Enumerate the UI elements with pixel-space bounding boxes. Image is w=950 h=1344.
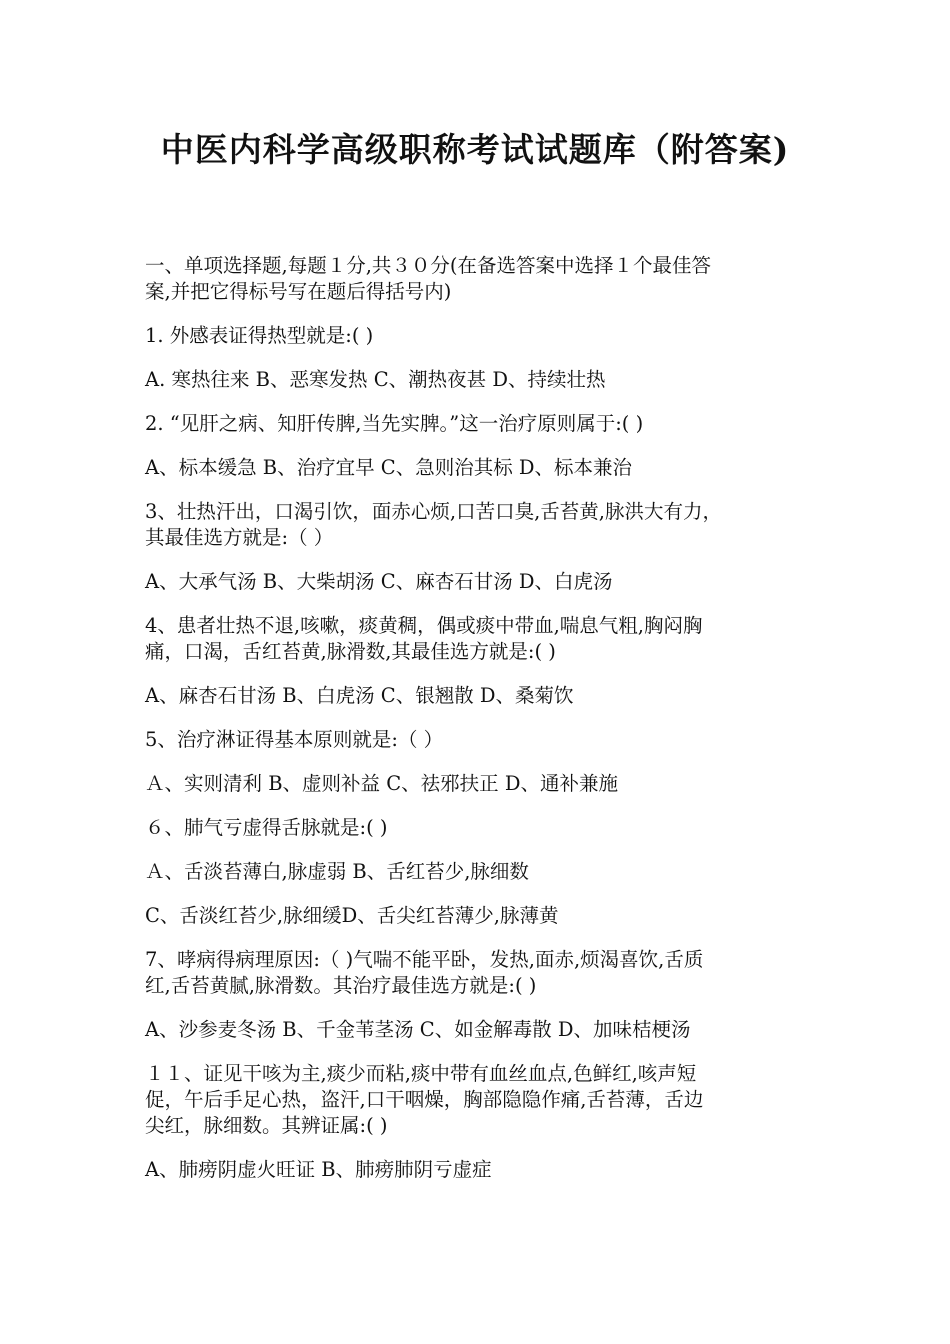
question-options: C、舌淡红苔少,脉细缓D、舌尖红苔薄少,脉薄黄: [145, 904, 559, 927]
question-stem: 其最佳选方就是:（ ）: [145, 526, 334, 549]
question-options: A. 寒热往来 B、恶寒发热 C、潮热夜甚 D、持续壮热: [145, 368, 606, 391]
question-stem: ６、肺气亏虚得舌脉就是:( ): [145, 816, 388, 839]
question-1: [145, 323, 815, 393]
question-11: [145, 1061, 815, 1183]
question-options: A、麻杏石甘汤 B、白虎汤 C、银翘散 D、桑菊饮: [145, 684, 574, 707]
question-stem: 1. 外感表证得热型就是:( ): [145, 324, 374, 347]
question-stem: 7、哮病得病理原因:（ )气喘不能平卧，发热,面赤,烦渴喜饮,舌质: [145, 948, 704, 971]
question-stem: 促，午后手足心热，盗汗,口干咽燥，胸部隐隐作痛,舌苔薄，舌边: [145, 1088, 704, 1111]
question-6: [145, 815, 815, 929]
question-stem: 5、治疗淋证得基本原则就是:（ ）: [145, 728, 444, 751]
question-stem: 4、患者壮热不退,咳嗽，痰黄稠，偶或痰中带血,喘息气粗,胸闷胸: [145, 614, 703, 637]
question-options: Ａ、实则清利 B、虚则补益 C、祛邪扶正 D、通补兼施: [145, 772, 618, 795]
question-stem: １１、证见干咳为主,痰少而粘,痰中带有血丝血点,色鲜红,咳声短: [145, 1062, 697, 1085]
question-4: [145, 613, 815, 709]
question-2: [145, 411, 815, 481]
question-stem: 3、壮热汗出，口渴引饮，面赤心烦,口苦口臭,舌苔黄,脉洪大有力，: [145, 500, 723, 523]
section-heading-line: 一、单项选择题,每题１分,共３０分(在备选答案中选择１个最佳答: [145, 254, 712, 277]
question-stem: 红,舌苔黄腻,脉滑数。其治疗最佳选方就是:( ): [145, 974, 537, 997]
question-options: Ａ、舌淡苔薄白,脉虚弱 B、舌红苔少,脉细数: [145, 860, 529, 883]
page-title: 中医内科学高级职称考试试题库（附答案): [160, 130, 790, 169]
question-options: A、肺痨阴虚火旺证 B、肺痨肺阴亏虚症: [145, 1158, 492, 1181]
question-stem: 2. “见肝之病、知肝传脾,当先实脾。”这一治疗原则属于:( ): [145, 412, 644, 435]
question-options: A、标本缓急 B、治疗宜早 C、急则治其标 D、标本兼治: [145, 456, 633, 479]
question-7: [145, 947, 815, 1043]
section-heading: [145, 253, 815, 305]
question-5: [145, 727, 815, 797]
question-options: A、大承气汤 B、大柴胡汤 C、麻杏石甘汤 D、白虎汤: [145, 570, 613, 593]
question-options: A、沙参麦冬汤 B、千金苇茎汤 C、如金解毒散 D、加味桔梗汤: [145, 1018, 691, 1041]
question-3: [145, 499, 815, 595]
question-stem: 尖红，脉细数。其辨证属:( ): [145, 1114, 388, 1137]
document-body: [145, 253, 815, 1183]
section-heading-line: 案,并把它得标号写在题后得括号内): [145, 280, 452, 303]
question-stem: 痛，口渴，舌红苔黄,脉滑数,其最佳选方就是:( ): [145, 640, 556, 663]
